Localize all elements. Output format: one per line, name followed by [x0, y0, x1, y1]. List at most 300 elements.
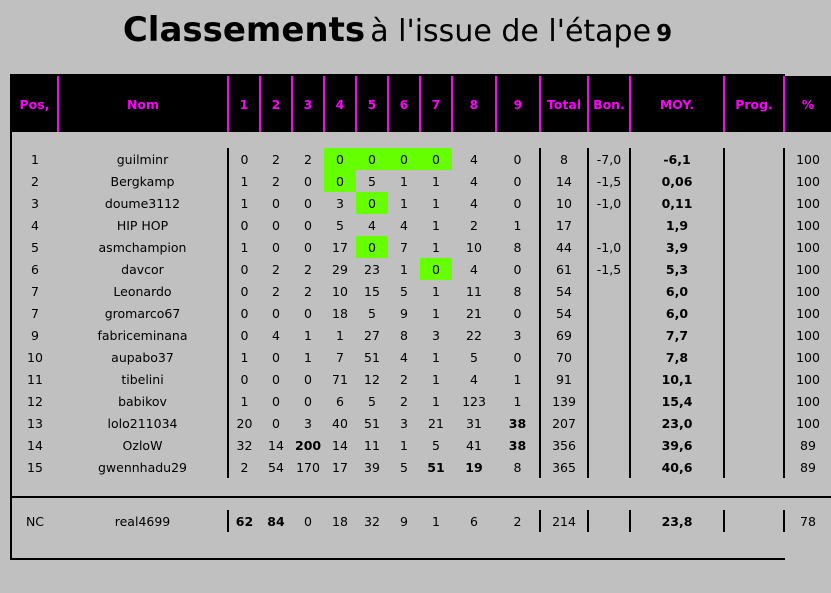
table-row: [12, 236, 831, 258]
table-row: [12, 390, 831, 412]
cell-stage-5: 0: [356, 192, 388, 214]
cell-total: 365: [552, 459, 576, 475]
cell-percent: 100: [796, 327, 820, 343]
cell-stage-4: 6: [336, 393, 344, 409]
cell-bonus: [588, 324, 630, 346]
cell-bonus: -1,0: [588, 236, 630, 258]
cell-percent: 100: [796, 349, 820, 365]
header-stage-7: 7: [420, 76, 452, 132]
cell-percent: 100: [796, 261, 820, 277]
cell-progression: [724, 258, 784, 280]
cell-stage-4: 0: [324, 170, 356, 192]
cell-stage-8: 2: [470, 217, 478, 233]
cell-name: lolo211034: [107, 415, 178, 431]
cell-stage-1: 0: [228, 302, 260, 324]
cell-moyenne: 10,1: [661, 371, 693, 387]
cell-moyenne: 23,0: [661, 415, 693, 431]
header-stage-8: 8: [452, 76, 496, 132]
cell-progression: [724, 368, 784, 390]
cell-stage-6: 2: [400, 371, 408, 387]
cell-stage-4: 17: [332, 239, 348, 255]
cell-total: 17: [556, 217, 572, 233]
table-row: [12, 280, 831, 302]
cell-stage-3: 3: [304, 415, 312, 431]
cell-stage-8: 21: [466, 305, 482, 321]
header-bon: Bon.: [588, 76, 630, 132]
cell-stage-5: 11: [364, 437, 380, 453]
cell-name: guilminr: [116, 151, 169, 167]
header-row: [12, 76, 831, 132]
cell-stage-9: 8: [496, 236, 540, 258]
header-prog: Prog.: [724, 76, 784, 132]
cell-progression: [724, 192, 784, 214]
cell-stage-2: 0: [272, 349, 280, 365]
cell-moyenne: 5,3: [665, 261, 689, 277]
cell-stage-1: 1: [228, 170, 260, 192]
header-stage-6: 6: [388, 76, 420, 132]
cell-bonus: [588, 510, 630, 532]
cell-percent: 100: [796, 195, 820, 211]
cell-percent: 89: [800, 437, 816, 453]
cell-stage-6: 5: [400, 283, 408, 299]
cell-stage-4: 1: [336, 327, 344, 343]
header-moy: MOY.: [630, 76, 724, 132]
cell-stage-8: 41: [466, 437, 482, 453]
cell-progression: [724, 346, 784, 368]
cell-stage-5: 5: [368, 305, 376, 321]
cell-stage-4: 7: [336, 349, 344, 365]
table-row: [12, 170, 831, 192]
table-row: [12, 258, 831, 280]
cell-stage-6: 9: [400, 305, 408, 321]
cell-stage-6: 1: [400, 261, 408, 277]
cell-stage-7: 0: [420, 258, 452, 280]
header-pos: Pos,: [12, 76, 58, 132]
cell-stage-2: 0: [272, 415, 280, 431]
cell-stage-3: 2: [304, 151, 312, 167]
cell-stage-6: 1: [400, 173, 408, 189]
cell-stage-2: 14: [268, 437, 284, 453]
cell-stage-3: 1: [304, 327, 312, 343]
spacer-cell: [12, 532, 831, 558]
cell-percent: 100: [796, 151, 820, 167]
cell-bonus: [588, 346, 630, 368]
cell-progression: [724, 214, 784, 236]
cell-stage-3: 0: [304, 173, 312, 189]
cell-stage-7: 1: [432, 195, 440, 211]
cell-position: 12: [27, 393, 43, 409]
cell-stage-1: 62: [228, 510, 260, 532]
cell-stage-1: 0: [228, 368, 260, 390]
cell-stage-5: 0: [356, 236, 388, 258]
table-row: [12, 346, 831, 368]
cell-stage-4: 3: [336, 195, 344, 211]
cell-total: 61: [556, 261, 572, 277]
cell-percent: 100: [796, 283, 820, 299]
page-title: [0, 0, 795, 58]
cell-stage-6: 1: [400, 195, 408, 211]
title-sub: à l'issue de l'étape: [370, 14, 652, 49]
cell-stage-3: 0: [304, 239, 312, 255]
cell-stage-2: 4: [272, 327, 280, 343]
cell-progression: [724, 412, 784, 434]
cell-stage-5: 15: [364, 283, 380, 299]
cell-stage-9: 0: [496, 170, 540, 192]
cell-total: 139: [552, 393, 576, 409]
header-stage-5: 5: [356, 76, 388, 132]
cell-stage-2: 0: [272, 305, 280, 321]
cell-stage-3: 0: [304, 195, 312, 211]
cell-position: 15: [27, 459, 43, 475]
cell-stage-1: 32: [228, 434, 260, 456]
cell-stage-2: 0: [272, 371, 280, 387]
cell-moyenne: 3,9: [665, 239, 689, 255]
cell-stage-7: 1: [432, 513, 440, 529]
cell-moyenne: 15,4: [661, 393, 693, 409]
cell-percent: 89: [800, 459, 816, 475]
cell-name: doume3112: [104, 195, 181, 211]
cell-moyenne: 0,06: [661, 173, 693, 189]
cell-stage-4: 40: [332, 415, 348, 431]
cell-stage-5: 12: [364, 371, 380, 387]
cell-percent: 100: [796, 173, 820, 189]
cell-name: aupabo37: [111, 349, 174, 365]
cell-stage-1: 1: [228, 192, 260, 214]
table-head: [12, 76, 831, 132]
cell-stage-8: 11: [466, 283, 482, 299]
cell-total: 54: [556, 305, 572, 321]
cell-bonus: [588, 214, 630, 236]
cell-stage-3: 0: [304, 371, 312, 387]
table-spacer-row: [12, 497, 831, 510]
cell-total: 91: [556, 371, 572, 387]
table-body: [12, 132, 831, 558]
rankings-table-container: [10, 74, 820, 560]
cell-percent: 100: [796, 393, 820, 409]
cell-stage-5: 5: [368, 393, 376, 409]
cell-bonus: [588, 280, 630, 302]
cell-bonus: [588, 412, 630, 434]
cell-progression: [724, 324, 784, 346]
cell-moyenne: -6,1: [663, 151, 691, 167]
cell-stage-9: 3: [496, 324, 540, 346]
cell-stage-2: 2: [272, 283, 280, 299]
cell-stage-1: 0: [228, 324, 260, 346]
cell-stage-9: 1: [496, 214, 540, 236]
cell-progression: [724, 434, 784, 456]
cell-stage-9: 1: [496, 368, 540, 390]
cell-stage-6: 1: [400, 437, 408, 453]
cell-stage-5: 27: [364, 327, 380, 343]
cell-stage-9: 0: [496, 346, 540, 368]
cell-total: 10: [556, 195, 572, 211]
cell-name: asmchampion: [98, 239, 187, 255]
spacer-cell: [12, 497, 831, 510]
cell-stage-9: 8: [496, 456, 540, 478]
cell-progression: [724, 236, 784, 258]
cell-position: 7: [31, 305, 39, 321]
cell-stage-3: 2: [304, 261, 312, 277]
table-spacer-row: [12, 132, 831, 148]
cell-position: 7: [31, 283, 39, 299]
cell-stage-5: 51: [364, 415, 380, 431]
cell-name: gwennhadu29: [97, 459, 188, 475]
cell-name: Bergkamp: [110, 173, 175, 189]
cell-stage-5: 5: [368, 173, 376, 189]
cell-percent: 100: [796, 371, 820, 387]
cell-stage-2: 2: [272, 173, 280, 189]
section-divider-cell: [12, 478, 831, 497]
cell-position: 6: [31, 261, 39, 277]
cell-stage-4: 71: [332, 371, 348, 387]
cell-stage-8: 4: [470, 261, 478, 277]
cell-name: real4699: [114, 513, 171, 529]
cell-stage-2: 2: [272, 151, 280, 167]
cell-stage-4: 29: [332, 261, 348, 277]
cell-stage-7: 1: [432, 349, 440, 365]
cell-position: 13: [27, 415, 43, 431]
cell-stage-6: 4: [400, 349, 408, 365]
cell-stage-3: 0: [304, 513, 312, 529]
cell-stage-1: 0: [228, 258, 260, 280]
cell-stage-7: 1: [432, 217, 440, 233]
cell-stage-3: 200: [295, 437, 322, 453]
cell-position: 3: [31, 195, 39, 211]
cell-stage-4: 10: [332, 283, 348, 299]
cell-stage-4: 5: [336, 217, 344, 233]
cell-stage-3: 0: [304, 217, 312, 233]
table-row: [12, 434, 831, 456]
cell-total: 356: [552, 437, 576, 453]
cell-moyenne: 0,11: [661, 195, 693, 211]
cell-total: 69: [556, 327, 572, 343]
cell-moyenne: 1,9: [665, 217, 689, 233]
cell-stage-6: 4: [400, 217, 408, 233]
cell-name: davcor: [121, 261, 164, 277]
cell-position: 14: [27, 437, 43, 453]
cell-moyenne: 40,6: [661, 459, 693, 475]
cell-total: 44: [556, 239, 572, 255]
cell-percent: 100: [796, 415, 820, 431]
cell-stage-7: 51: [427, 459, 445, 475]
cell-stage-5: 51: [364, 349, 380, 365]
cell-progression: [724, 302, 784, 324]
cell-stage-7: 1: [432, 305, 440, 321]
cell-stage-4: 18: [332, 513, 348, 529]
cell-bonus: -1,5: [588, 258, 630, 280]
cell-stage-9: 0: [496, 302, 540, 324]
cell-stage-1: 0: [228, 280, 260, 302]
cell-moyenne: 6,0: [665, 283, 689, 299]
table-row: [12, 510, 831, 532]
cell-stage-9: 8: [496, 280, 540, 302]
title-main: Classements: [122, 10, 366, 50]
cell-stage-8: 5: [470, 349, 478, 365]
cell-position: 2: [31, 173, 39, 189]
cell-position: NC: [25, 513, 45, 529]
cell-stage-4: 14: [332, 437, 348, 453]
header-stage-1: 1: [228, 76, 260, 132]
cell-name: gromarco67: [104, 305, 181, 321]
cell-stage-8: 4: [470, 371, 478, 387]
cell-stage-9: 38: [496, 434, 540, 456]
cell-stage-1: 0: [228, 148, 260, 170]
cell-stage-8: 10: [466, 239, 482, 255]
spacer-cell: [12, 132, 831, 148]
table-row: [12, 214, 831, 236]
cell-position: 4: [31, 217, 39, 233]
cell-bonus: -1,5: [588, 170, 630, 192]
cell-stage-1: 20: [228, 412, 260, 434]
cell-stage-3: 0: [304, 393, 312, 409]
cell-stage-5: 4: [368, 217, 376, 233]
cell-stage-8: 6: [470, 513, 478, 529]
cell-stage-7: 21: [428, 415, 444, 431]
cell-bonus: [588, 390, 630, 412]
cell-stage-4: 17: [332, 459, 348, 475]
header-total: Total: [540, 76, 588, 132]
cell-total: 214: [552, 513, 576, 529]
table-row: [12, 456, 831, 478]
cell-progression: [724, 170, 784, 192]
cell-progression: [724, 148, 784, 170]
cell-stage-4: 0: [324, 148, 356, 170]
cell-percent: 100: [796, 239, 820, 255]
cell-bonus: [588, 434, 630, 456]
cell-stage-9: 2: [496, 510, 540, 532]
cell-progression: [724, 390, 784, 412]
cell-stage-5: 32: [364, 513, 380, 529]
cell-stage-9: 0: [496, 148, 540, 170]
cell-name: babikov: [118, 393, 167, 409]
cell-stage-7: 1: [432, 239, 440, 255]
header-pct: %: [784, 76, 831, 132]
cell-position: 9: [31, 327, 39, 343]
cell-stage-9: 1: [496, 390, 540, 412]
cell-moyenne: 6,0: [665, 305, 689, 321]
table-row: [12, 192, 831, 214]
cell-stage-8: 4: [470, 173, 478, 189]
table-row: [12, 302, 831, 324]
cell-stage-5: 0: [356, 148, 388, 170]
cell-stage-6: 3: [400, 415, 408, 431]
cell-stage-9: 38: [496, 412, 540, 434]
cell-stage-2: 0: [272, 195, 280, 211]
cell-stage-2: 0: [272, 217, 280, 233]
cell-stage-8: 22: [466, 327, 482, 343]
cell-name: Leonardo: [113, 283, 172, 299]
table-row: [12, 412, 831, 434]
cell-stage-8: 123: [462, 393, 486, 409]
cell-stage-8: 31: [466, 415, 482, 431]
cell-bonus: [588, 456, 630, 478]
cell-stage-7: 5: [432, 437, 440, 453]
cell-stage-7: 3: [432, 327, 440, 343]
cell-stage-1: 1: [228, 236, 260, 258]
cell-total: 14: [556, 173, 572, 189]
cell-stage-7: 1: [432, 283, 440, 299]
cell-total: 70: [556, 349, 572, 365]
cell-stage-2: 0: [272, 239, 280, 255]
cell-progression: [724, 456, 784, 478]
cell-position: 1: [31, 151, 39, 167]
cell-stage-1: 0: [228, 214, 260, 236]
cell-percent: 100: [796, 305, 820, 321]
cell-name: OzloW: [122, 437, 163, 453]
cell-stage-3: 2: [304, 283, 312, 299]
rankings-table: [12, 76, 831, 558]
cell-stage-8: 4: [470, 195, 478, 211]
cell-stage-2: 0: [272, 393, 280, 409]
cell-moyenne: 39,6: [661, 437, 693, 453]
cell-stage-6: 9: [400, 513, 408, 529]
title-stage-number: 9: [656, 21, 673, 47]
cell-moyenne: 23,8: [661, 513, 693, 529]
cell-bonus: -7,0: [588, 148, 630, 170]
cell-stage-3: 170: [296, 459, 320, 475]
cell-stage-8: 19: [465, 459, 483, 475]
cell-stage-1: 1: [228, 390, 260, 412]
cell-stage-6: 0: [388, 148, 420, 170]
cell-stage-7: 0: [420, 148, 452, 170]
table-spacer-row: [12, 532, 831, 558]
cell-position: 11: [27, 371, 43, 387]
cell-stage-7: 1: [432, 371, 440, 387]
header-stage-4: 4: [324, 76, 356, 132]
table-row: [12, 148, 831, 170]
cell-name: tibelini: [121, 371, 164, 387]
cell-moyenne: 7,7: [665, 327, 689, 343]
header-stage-9: 9: [496, 76, 540, 132]
cell-position: 5: [31, 239, 39, 255]
cell-position: 10: [27, 349, 43, 365]
cell-stage-9: 0: [496, 258, 540, 280]
table-row: [12, 368, 831, 390]
cell-progression: [724, 280, 784, 302]
cell-stage-1: 2: [228, 456, 260, 478]
cell-stage-2: 84: [267, 513, 285, 529]
cell-bonus: -1,0: [588, 192, 630, 214]
cell-stage-5: 23: [364, 261, 380, 277]
cell-percent: 100: [796, 217, 820, 233]
cell-stage-6: 7: [400, 239, 408, 255]
cell-bonus: [588, 368, 630, 390]
table-row: [12, 324, 831, 346]
cell-total: 54: [556, 283, 572, 299]
cell-stage-9: 0: [496, 192, 540, 214]
cell-stage-2: 2: [272, 261, 280, 277]
cell-total: 207: [552, 415, 576, 431]
header-stage-3: 3: [292, 76, 324, 132]
cell-stage-6: 8: [400, 327, 408, 343]
cell-stage-4: 18: [332, 305, 348, 321]
cell-moyenne: 7,8: [665, 349, 689, 365]
header-nom: Nom: [58, 76, 228, 132]
cell-bonus: [588, 302, 630, 324]
cell-stage-6: 5: [400, 459, 408, 475]
cell-stage-6: 2: [400, 393, 408, 409]
cell-stage-8: 4: [470, 151, 478, 167]
cell-percent: 78: [800, 513, 816, 529]
cell-stage-2: 54: [268, 459, 284, 475]
cell-name: fabriceminana: [97, 327, 188, 343]
section-divider: [12, 478, 831, 497]
cell-stage-1: 1: [228, 346, 260, 368]
cell-stage-5: 39: [364, 459, 380, 475]
cell-stage-3: 1: [304, 349, 312, 365]
cell-progression: [724, 510, 784, 532]
header-stage-2: 2: [260, 76, 292, 132]
